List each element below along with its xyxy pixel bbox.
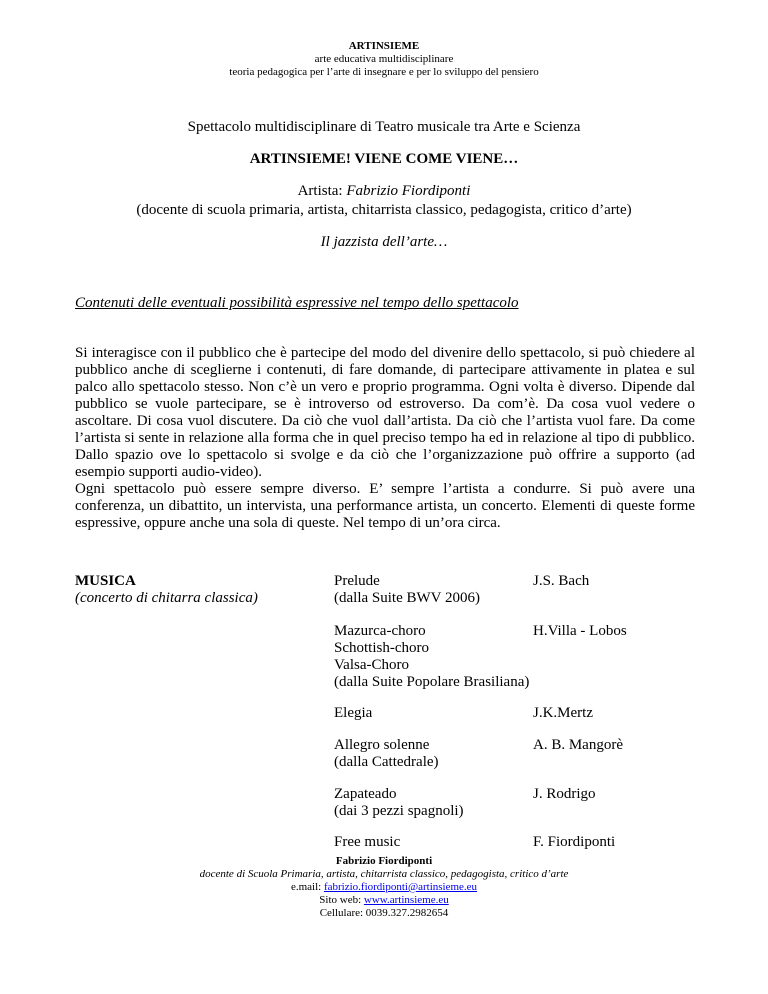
music-subtitle: (concerto di chitarra classica) [75, 590, 258, 606]
piece-line: Free music [334, 834, 401, 850]
piece-title [334, 705, 372, 722]
footer-name: Fabrizio Fiordiponti [335, 855, 433, 867]
piece-line: Prelude [334, 573, 380, 589]
header-brand: ARTINSIEME [348, 40, 420, 52]
body-text [75, 345, 695, 532]
piece-line: Allegro solenne [334, 737, 430, 753]
email-link[interactable]: fabrizio.fiordiponti@artinsieme.eu [323, 881, 478, 893]
piece-composer: J. Rodrigo [533, 786, 596, 802]
footer-web-line [0, 894, 768, 907]
paragraph: Ogni spettacolo può essere sempre diverso. E’ sempre l’artista a condurre. Si può avere una conferenza, un dibattito, un intervista, una performance artista, un concerto. Elementi di queste forme espressive, oppure anche una sola di queste. Nel tempo di un’ora circa. [75, 481, 695, 531]
piece-title [334, 573, 480, 607]
piece-line: Mazurca-choro [334, 623, 426, 639]
piece-line: (dalla Suite BWV 2006) [334, 590, 480, 606]
footer-description: docente di Scuola Primaria, artista, chitarrista classico, pedagogista, critico d’arte [199, 868, 569, 880]
music-title: MUSICA [75, 573, 136, 589]
piece-composer: F. Fiordiponti [533, 834, 616, 850]
piece-composer: H.Villa - Lobos [533, 623, 627, 639]
footer-phone: Cellulare: 0039.327.2982654 [319, 907, 449, 919]
piece-title [334, 623, 529, 691]
piece-line: Elegia [334, 705, 373, 721]
piece-composer: A. B. Mangorè [533, 737, 623, 753]
header-line-1: arte educativa multidisciplinare [314, 53, 454, 65]
piece-title [334, 834, 400, 851]
artist-line [0, 183, 768, 200]
header-line-2: teoria pedagogica per l’arte di insegnare e per lo sviluppo del pensiero [229, 66, 539, 78]
piece-line: Valsa-Choro [334, 657, 409, 673]
website-link[interactable]: www.artinsieme.eu [363, 894, 449, 906]
piece-line: (dai 3 pezzi spagnoli) [334, 803, 464, 819]
piece-composer: J.K.Mertz [533, 705, 593, 721]
tagline: Il jazzista dell’arte… [320, 234, 448, 250]
piece-line: Schottish-choro [334, 640, 429, 656]
paragraph: Si interagisce con il pubblico che è partecipe del modo del divenire dello spettacolo, si può chiedere al pubblico anche di sceglierne i contenuti, di fare domande, di partecipare attivamente in platea e sul palco allo spettacolo stesso. Non c’è un vero e proprio programma. Ogni volta è diverso. Dipende dal pubblico se vuole partecipare, se è introverso od estroverso. Da com’è. Da cosa vuol vedere o ascoltare. Di cosa vuol discutere. Da ciò che vuol dall’artista. Da ciò che l’artista vuol fare. Da come l’artista si sente in relazione alla forma che in quel preciso tempo ha ed in relazione al tipo di pubblico. Dallo spazio ove lo spettacolo si svolge e da ciò che l’organizzazione può offrire a supporto (ad esempio supporti audio-video). [75, 345, 695, 480]
section-heading: Contenuti delle eventuali possibilità espressive nel tempo dello spettacolo [75, 295, 519, 311]
piece-line: (dalla Cattedrale) [334, 754, 439, 770]
show-subtitle: Spettacolo multidisciplinare di Teatro musicale tra Arte e Scienza [187, 119, 581, 135]
web-label: Sito web: [319, 894, 364, 906]
document-footer [0, 855, 768, 920]
document-header [0, 40, 768, 79]
piece-composer: J.S. Bach [533, 573, 590, 589]
artist-description: (docente di scuola primaria, artista, chitarrista classico, pedagogista, critico d’arte) [136, 202, 632, 218]
piece-line: (dalla Suite Popolare Brasiliana) [334, 674, 530, 690]
piece-title [334, 737, 439, 771]
artist-name: Fabrizio Fiordiponti [346, 183, 471, 199]
email-label: e.mail: [290, 881, 324, 893]
show-title: ARTINSIEME! VIENE COME VIENE… [249, 151, 519, 167]
artist-label: Artista: [297, 183, 347, 199]
piece-title [334, 786, 464, 820]
piece-line: Zapateado [334, 786, 397, 802]
footer-email-line [0, 881, 768, 894]
